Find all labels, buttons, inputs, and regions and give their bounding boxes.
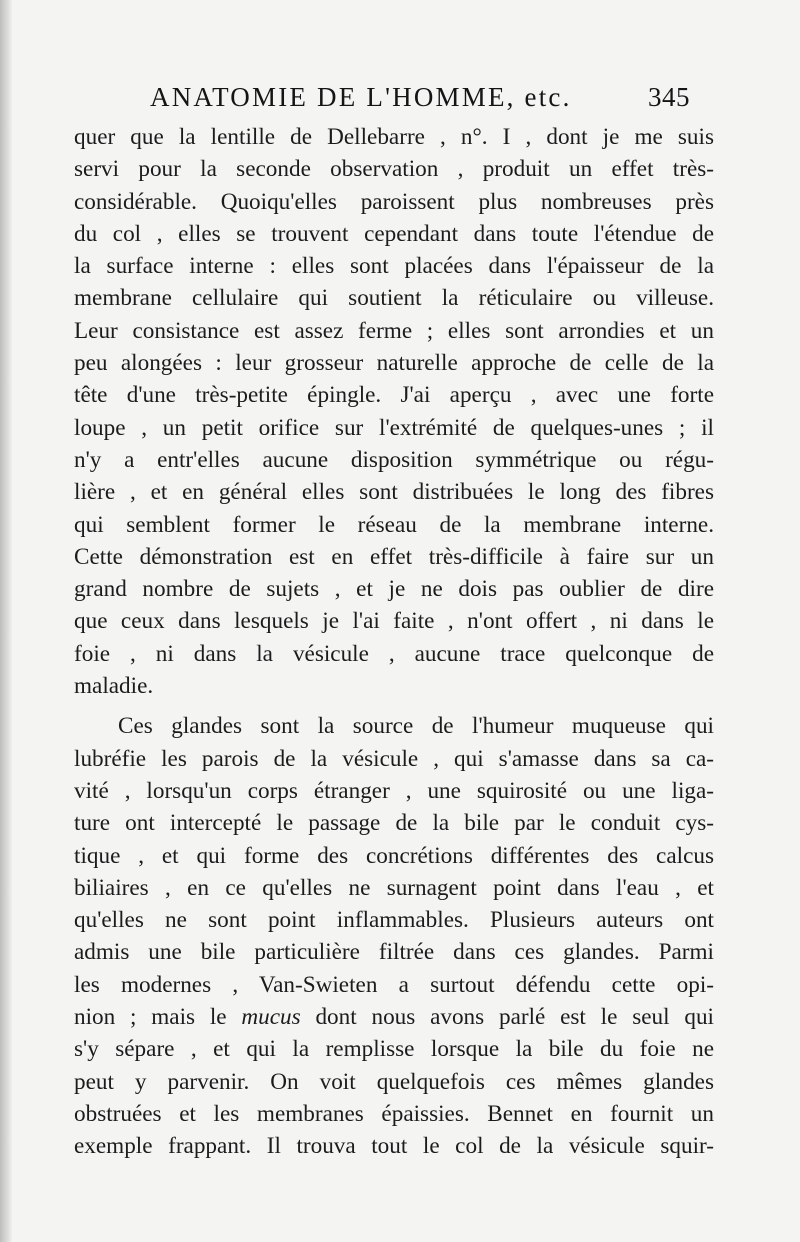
page-gutter-shadow bbox=[0, 0, 12, 1242]
text-line: loupe , un petit orifice sur l'extrémité de quelques-unes ; il bbox=[74, 414, 714, 441]
text-line: Leur consistance est assez ferme ; elles sont arrondies et un bbox=[74, 317, 714, 344]
text-line: exemple frappant. Il trouva tout le col de la vésicule squir- bbox=[74, 1133, 714, 1160]
text-line: Ces glandes sont la source de l'humeur muqueuse qui bbox=[118, 713, 714, 740]
text-line: la surface interne : elles sont placées dans l'épaisseur de la bbox=[74, 253, 714, 280]
running-title: ANATOMIE DE L'HOMME, etc. bbox=[150, 82, 572, 112]
text-line: peu alongées : leur grosseur naturelle approche de celle de la bbox=[74, 350, 714, 377]
text-line: maladie. bbox=[74, 673, 154, 700]
text-line: ture ont intercepté le passage de la bile par le conduit cys- bbox=[74, 810, 714, 837]
text-line: tique , et qui forme des concrétions différentes des calcus bbox=[74, 842, 714, 869]
text-line: admis une bile particulière filtrée dans ces glandes. Parmi bbox=[74, 939, 714, 966]
body-text bbox=[74, 121, 714, 1163]
text-line: considérable. Quoiqu'elles paroissent plus nombreuses près bbox=[74, 188, 714, 215]
text-line: Cette démonstration est en effet très-difficile à faire sur un bbox=[74, 543, 714, 570]
paragraph-gap bbox=[74, 702, 714, 710]
text-line: biliaires , en ce qu'elles ne surnagent point dans l'eau , et bbox=[74, 874, 714, 901]
text-line: membrane cellulaire qui soutient la réticulaire ou villeuse. bbox=[74, 285, 714, 312]
text-line: tête d'une très-petite épingle. J'ai aperçu , avec une forte bbox=[74, 382, 714, 409]
text-line: lubréfie les parois de la vésicule , qui s'amasse dans sa ca- bbox=[74, 745, 714, 772]
text-line-mucus bbox=[74, 1001, 714, 1033]
text-line: que ceux dans lesquels je l'ai faite , n'ont offert , ni dans le bbox=[74, 608, 714, 635]
text-line: lière , et en général elles sont distribuées le long des fibres bbox=[74, 479, 714, 506]
text-line: servi pour la seconde observation , produit un effet très- bbox=[74, 156, 714, 183]
text-line: n'y a entr'elles aucune disposition symmétrique ou régu- bbox=[74, 446, 714, 473]
text-line: quer que la lentille de Dellebarre , n°. I , dont je me suis bbox=[74, 124, 714, 150]
text-line: foie , ni dans la vésicule , aucune trace quelconque de bbox=[74, 640, 714, 667]
text-line: qu'elles ne sont point inflammables. Plusieurs auteurs ont bbox=[74, 907, 714, 934]
text-line: du col , elles se trouvent cependant dans toute l'étendue de bbox=[74, 220, 714, 247]
text-line: peut y parvenir. On voit quelquefois ces mêmes glandes bbox=[74, 1068, 714, 1095]
text-segment: dont nous avons parlé est le seul qui bbox=[300, 1004, 714, 1031]
page-number: 345 bbox=[648, 82, 690, 112]
text-line: qui semblent former le réseau de la membrane interne. bbox=[74, 511, 714, 538]
text-line: les modernes , Van-Swieten a surtout défendu cette opi- bbox=[74, 971, 714, 998]
text-segment: nion ; mais le bbox=[74, 1004, 242, 1031]
text-line: s'y sépare , et qui la remplisse lorsque la bile du foie ne bbox=[74, 1036, 714, 1063]
page-header bbox=[150, 82, 710, 122]
text-line: obstruées et les membranes épaissies. Bennet en fournit un bbox=[74, 1100, 714, 1127]
text-line: grand nombre de sujets , et je ne dois pas oublier de dire bbox=[74, 576, 714, 603]
text-line: vité , lorsqu'un corps étranger , une squirosité ou une liga- bbox=[74, 777, 714, 804]
italic-word-mucus: mucus bbox=[241, 1004, 301, 1031]
